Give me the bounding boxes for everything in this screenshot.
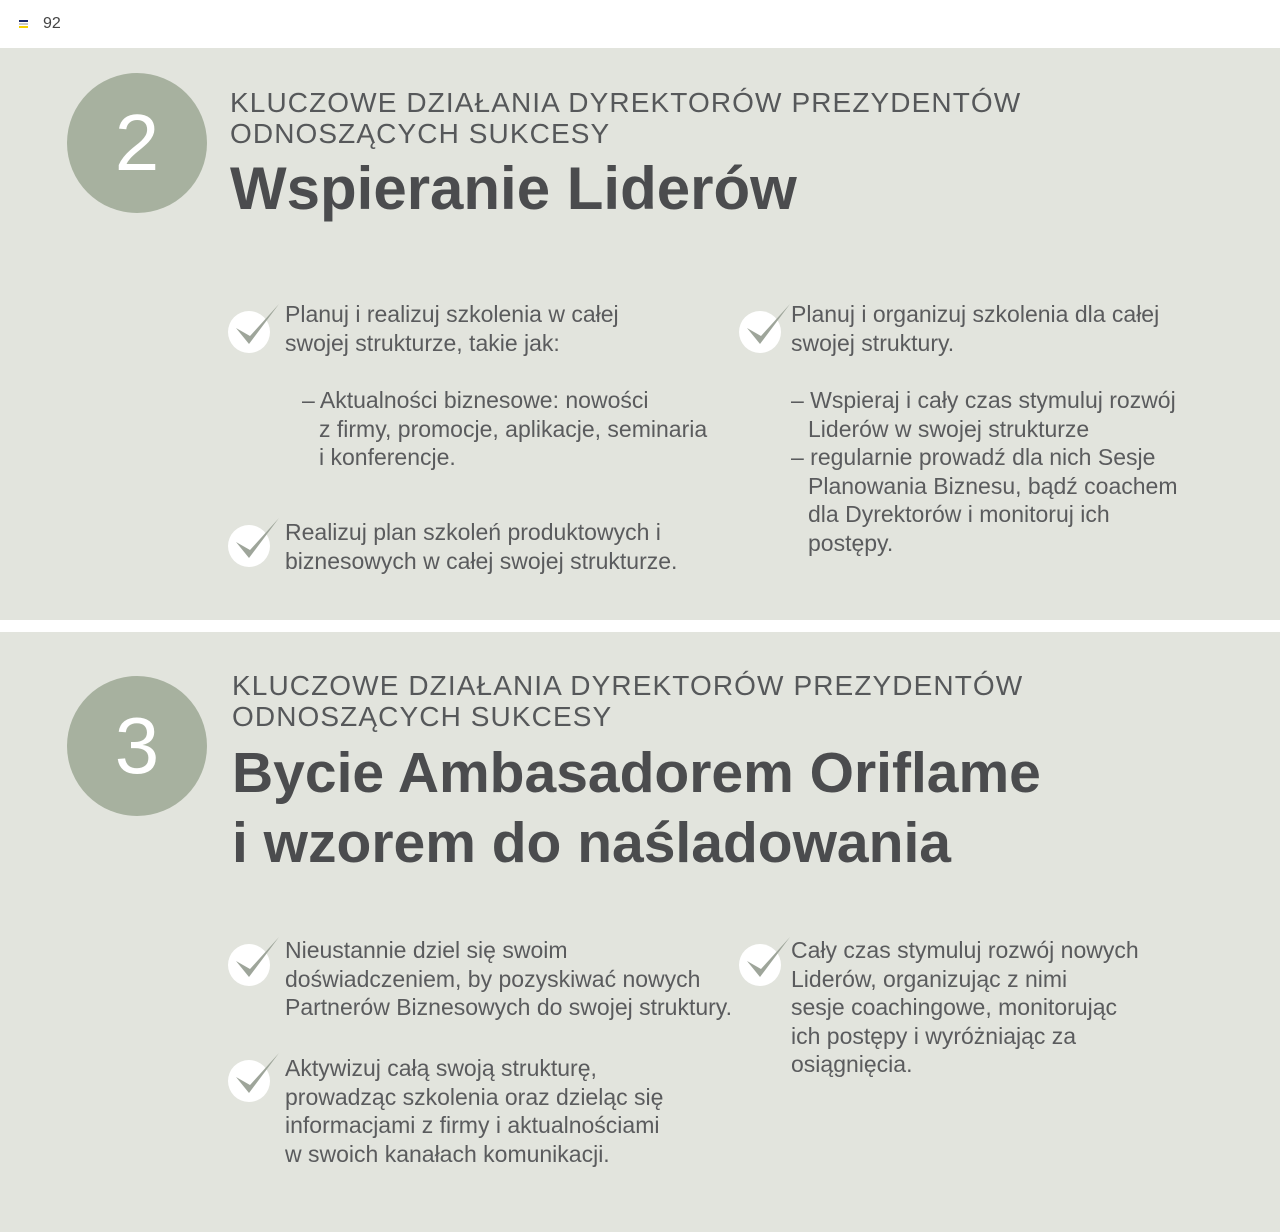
sub-line: – Wspieraj i cały czas stymuluj rozwój — [791, 387, 1176, 413]
section-number-badge: 2 — [67, 73, 207, 213]
list-item — [285, 936, 732, 1022]
sub-line: – regularnie prowadź dla nich Sesje — [791, 444, 1156, 470]
sub-list-item — [302, 386, 707, 472]
list-item — [285, 518, 677, 575]
sub-list-item — [791, 443, 1178, 557]
checkmark-icon — [227, 934, 283, 990]
section-title — [232, 738, 1041, 878]
kicker-line: ODNOSZĄCYCH SUKCESY — [232, 701, 613, 732]
list-item — [791, 936, 1139, 1079]
section-title — [230, 154, 797, 224]
item-line: swojej struktury. — [791, 329, 955, 356]
sub-line: postępy. — [808, 529, 894, 556]
checkmark-icon — [227, 301, 283, 357]
section-kicker — [230, 87, 1021, 149]
item-line: ich postępy i wyróżniając za — [791, 1022, 1077, 1049]
checkmark-icon — [738, 934, 794, 990]
item-line: Aktywizuj całą swoją strukturę, — [285, 1055, 597, 1081]
item-line: Realizuj plan szkoleń produktowych i — [285, 519, 661, 545]
kicker-line: KLUCZOWE DZIAŁANIA DYREKTORÓW PREZYDENTÓW — [230, 87, 1022, 118]
kicker-line: ODNOSZĄCYCH SUKCESY — [230, 118, 611, 149]
sub-line: dla Dyrektorów i monitoruj ich — [808, 501, 1110, 527]
sub-list-item — [791, 386, 1176, 443]
section-3 — [0, 632, 1280, 1232]
top-bar — [0, 0, 1280, 48]
list-item — [285, 300, 619, 357]
item-line: prowadząc szkolenia oraz dzieląc się — [285, 1083, 664, 1110]
item-line: sesje coachingowe, monitorując — [791, 994, 1118, 1020]
title-line: Bycie Ambasadorem Oriflame — [232, 741, 1041, 805]
sub-line: – Aktualności biznesowe: nowości — [302, 387, 649, 413]
title-line: Wspieranie Liderów — [230, 155, 797, 222]
sub-line: Planowania Biznesu, bądź coachem — [808, 472, 1178, 499]
list-item — [285, 1054, 663, 1168]
menu-icon[interactable] — [19, 20, 28, 29]
item-line: biznesowych w całej swojej strukturze. — [285, 547, 678, 574]
checkmark-icon — [227, 515, 283, 571]
kicker-line: KLUCZOWE DZIAŁANIA DYREKTORÓW PREZYDENTÓW — [232, 670, 1024, 701]
item-line: Nieustannie dziel się swoim — [285, 937, 568, 963]
item-line: Planuj i organizuj szkolenia dla całej — [791, 301, 1160, 327]
checkmark-icon — [738, 301, 794, 357]
item-line: Planuj i realizuj szkolenia w całej — [285, 301, 619, 327]
item-line: osiągnięcia. — [791, 1051, 913, 1077]
sub-line: i konferencje. — [319, 444, 456, 470]
section-number-badge: 3 — [67, 676, 207, 816]
item-line: Liderów, organizując z nimi — [791, 965, 1068, 992]
title-line: i wzorem do naśladowania — [232, 811, 951, 875]
page-number: 92 — [43, 15, 61, 32]
section-2 — [0, 48, 1280, 620]
section-kicker — [232, 670, 1023, 732]
sub-line: Liderów w swojej strukturze — [808, 415, 1090, 442]
checkmark-icon — [227, 1050, 283, 1106]
item-line: informacjami z firmy i aktualnościami — [285, 1112, 660, 1138]
sub-line: z firmy, promocje, aplikacje, seminaria — [319, 415, 708, 442]
item-line: Partnerów Biznesowych do swojej struktury. — [285, 994, 732, 1020]
item-line: swojej strukturze, takie jak: — [285, 329, 560, 356]
item-line: doświadczeniem, by pozyskiwać nowych — [285, 965, 701, 992]
list-item — [791, 300, 1159, 357]
item-line: Cały czas stymuluj rozwój nowych — [791, 937, 1139, 963]
item-line: w swoich kanałach komunikacji. — [285, 1140, 610, 1167]
